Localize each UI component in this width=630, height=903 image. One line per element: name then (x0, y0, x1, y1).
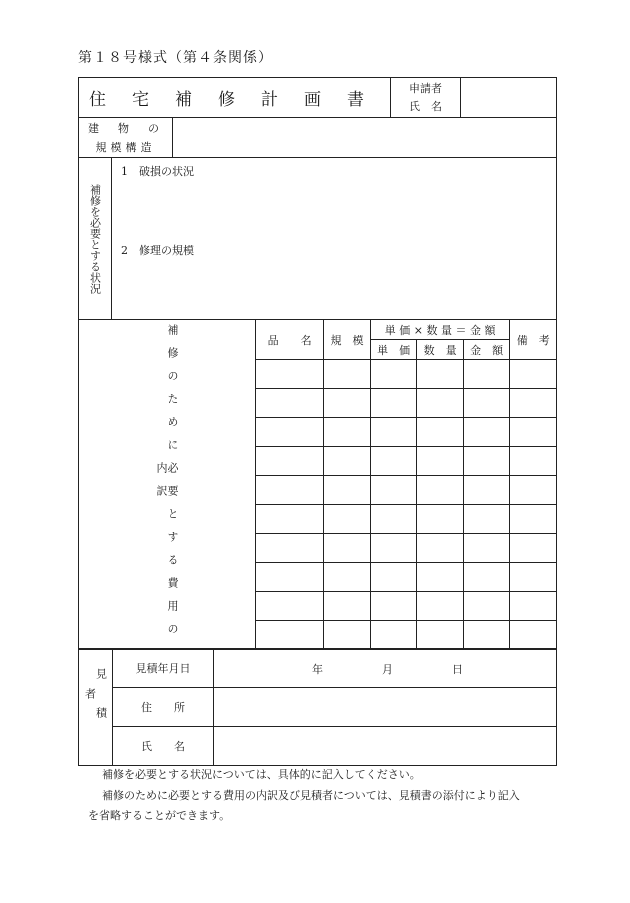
necessity-side-label: 補修を必要とする状況 (88, 183, 102, 294)
col-scale: 規 模 (324, 320, 371, 360)
applicant-label-2: 氏 名 (409, 99, 442, 113)
amount-cell[interactable] (463, 389, 510, 418)
unit-price-cell[interactable] (370, 360, 417, 389)
col-item-name: 品 名 (256, 320, 324, 360)
quantity-cell[interactable] (417, 389, 464, 418)
address-field[interactable] (214, 688, 557, 727)
amount-cell[interactable] (463, 534, 510, 563)
quantity-cell[interactable] (417, 476, 464, 505)
applicant-name-field[interactable] (461, 78, 557, 118)
estimate-date-field[interactable] (214, 649, 557, 688)
estimator-table (78, 648, 557, 766)
note-line-1: 補修を必要とする状況については、具体的に記入してください。 (102, 768, 421, 781)
building-structure-field[interactable] (173, 118, 557, 158)
scale-cell[interactable] (324, 418, 371, 447)
header-table (78, 77, 557, 118)
item-name-cell[interactable] (256, 505, 324, 534)
note-line-3: を省略することができます。 (88, 809, 231, 822)
amount-cell[interactable] (463, 505, 510, 534)
item-name-cell[interactable] (256, 418, 324, 447)
quantity-cell[interactable] (417, 621, 464, 650)
amount-cell[interactable] (463, 621, 510, 650)
scale-cell[interactable] (324, 592, 371, 621)
note-line-2: 補修のために必要とする費用の内訳及び見積者については、見積書の添付により記入 (102, 789, 520, 802)
applicant-label-1: 申請者 (409, 81, 442, 95)
item-name-cell[interactable] (256, 360, 324, 389)
quantity-cell[interactable] (417, 592, 464, 621)
building-label-2: 規模構造 (95, 140, 156, 154)
remarks-cell[interactable] (510, 534, 557, 563)
amount-cell[interactable] (463, 447, 510, 476)
address-label: 住 所 (113, 688, 214, 727)
cost-side-label: 補修のために必要とする費用の内訳 (155, 323, 179, 646)
applicant-label-cell (391, 78, 461, 118)
title-cell (79, 78, 391, 118)
col-formula: 単 価 × 数 量 ＝ 金 額 (370, 320, 510, 340)
unit-price-cell[interactable] (370, 476, 417, 505)
name-field[interactable] (214, 727, 557, 766)
scale-cell[interactable] (324, 360, 371, 389)
cost-side-cell (79, 320, 256, 650)
remarks-cell[interactable] (510, 621, 557, 650)
item-name-cell[interactable] (256, 563, 324, 592)
item-name-cell[interactable] (256, 534, 324, 563)
quantity-cell[interactable] (417, 505, 464, 534)
quantity-cell[interactable] (417, 418, 464, 447)
building-label-cell (79, 118, 173, 158)
scale-cell[interactable] (324, 534, 371, 563)
amount-cell[interactable] (463, 360, 510, 389)
name-label: 氏 名 (113, 727, 214, 766)
necessity-table (78, 157, 557, 320)
quantity-cell[interactable] (417, 360, 464, 389)
remarks-cell[interactable] (510, 447, 557, 476)
unit-price-cell[interactable] (370, 389, 417, 418)
building-label-1: 建 物 の (88, 121, 163, 135)
amount-cell[interactable] (463, 418, 510, 447)
remarks-cell[interactable] (510, 505, 557, 534)
remarks-cell[interactable] (510, 476, 557, 505)
item-name-cell[interactable] (256, 621, 324, 650)
form-title: 住宅補修計画書 (89, 90, 390, 110)
estimator-side-cell (79, 649, 113, 766)
remarks-cell[interactable] (510, 360, 557, 389)
quantity-cell[interactable] (417, 534, 464, 563)
day-label: 日 (452, 663, 463, 676)
item-name-cell[interactable] (256, 592, 324, 621)
col-quantity: 数 量 (417, 340, 464, 360)
estimator-side-label: 見積者 (83, 668, 108, 746)
remarks-cell[interactable] (510, 592, 557, 621)
remarks-cell[interactable] (510, 563, 557, 592)
scale-cell[interactable] (324, 621, 371, 650)
col-remarks: 備 考 (510, 320, 557, 360)
form-number: 第１８号様式（第４条関係） (78, 50, 273, 66)
unit-price-cell[interactable] (370, 592, 417, 621)
repair-scale-label: 2 修理の規模 (121, 244, 194, 257)
col-unit-price: 単 価 (370, 340, 417, 360)
quantity-cell[interactable] (417, 563, 464, 592)
amount-cell[interactable] (463, 563, 510, 592)
year-label: 年 (312, 663, 323, 676)
unit-price-cell[interactable] (370, 418, 417, 447)
unit-price-cell[interactable] (370, 534, 417, 563)
scale-cell[interactable] (324, 447, 371, 476)
remarks-cell[interactable] (510, 418, 557, 447)
item-name-cell[interactable] (256, 447, 324, 476)
cost-table (78, 319, 557, 650)
necessity-side-cell (79, 158, 112, 320)
remarks-cell[interactable] (510, 389, 557, 418)
unit-price-cell[interactable] (370, 563, 417, 592)
damage-status-label: 1 破損の状況 (121, 165, 194, 178)
unit-price-cell[interactable] (370, 447, 417, 476)
unit-price-cell[interactable] (370, 505, 417, 534)
unit-price-cell[interactable] (370, 621, 417, 650)
necessity-content-field[interactable] (112, 158, 557, 320)
scale-cell[interactable] (324, 389, 371, 418)
scale-cell[interactable] (324, 505, 371, 534)
quantity-cell[interactable] (417, 447, 464, 476)
scale-cell[interactable] (324, 476, 371, 505)
estimate-date-label: 見積年月日 (113, 649, 214, 688)
amount-cell[interactable] (463, 592, 510, 621)
item-name-cell[interactable] (256, 389, 324, 418)
col-amount: 金 額 (463, 340, 510, 360)
building-table (78, 117, 557, 158)
amount-cell[interactable] (463, 476, 510, 505)
item-name-cell[interactable] (256, 476, 324, 505)
month-label: 月 (382, 663, 393, 676)
scale-cell[interactable] (324, 563, 371, 592)
